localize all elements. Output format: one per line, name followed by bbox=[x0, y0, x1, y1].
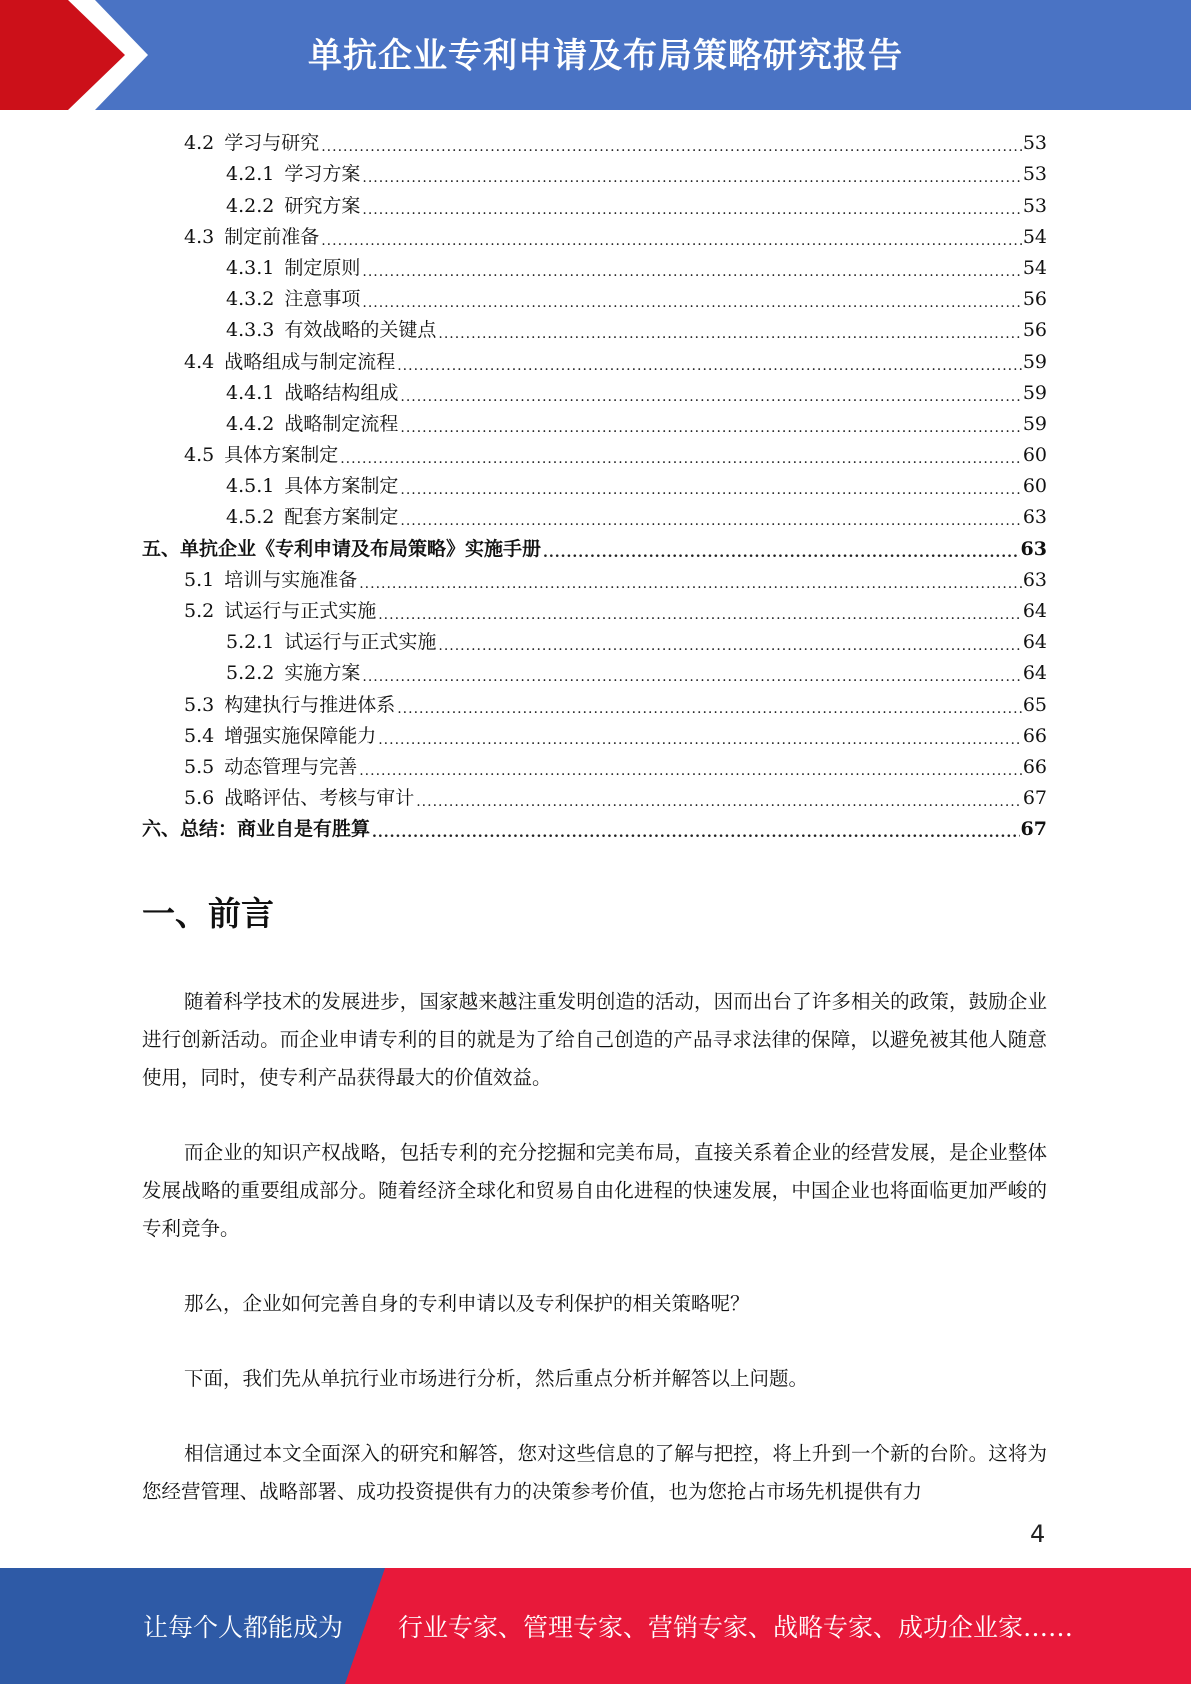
toc-entry-text: 制定原则 bbox=[284, 256, 361, 279]
toc-entry-page: 64 bbox=[1022, 662, 1047, 685]
toc-entry-label bbox=[142, 814, 372, 845]
toc-entry-text: 实施方案 bbox=[284, 662, 361, 685]
section-heading: 一、前言 bbox=[142, 894, 274, 933]
toc-entry-text: 五、单抗企业《专利申请及布局策略》实施手册 bbox=[142, 537, 542, 560]
toc-entry-page: 59 bbox=[1022, 350, 1047, 373]
toc-leader-dots bbox=[340, 447, 1022, 471]
footer-slogan-right: 行业专家、管理专家、营销专家、战略专家、成功企业家…… bbox=[398, 1613, 1074, 1642]
toc-entry-number: 5.2.2 bbox=[226, 662, 275, 685]
toc-leader-dots bbox=[400, 478, 1021, 502]
toc-entry[interactable] bbox=[142, 752, 1047, 783]
toc-entry-text: 构建执行与推进体系 bbox=[224, 693, 396, 716]
toc-leader-dots bbox=[397, 354, 1022, 378]
toc-entry[interactable] bbox=[142, 814, 1047, 845]
toc-entry-text: 战略制定流程 bbox=[284, 412, 399, 435]
toc-entry-number: 4.2.1 bbox=[226, 163, 275, 186]
toc-entry[interactable] bbox=[142, 596, 1047, 627]
toc-entry-page: 56 bbox=[1022, 319, 1047, 342]
toc-entry[interactable] bbox=[142, 689, 1047, 720]
toc-leader-dots bbox=[362, 291, 1021, 315]
toc-entry-label bbox=[184, 128, 321, 159]
toc-entry-page: 64 bbox=[1022, 600, 1047, 622]
toc-leader-dots bbox=[359, 759, 1022, 783]
toc-entry-number: 5.5 bbox=[184, 755, 215, 778]
toc-entry[interactable] bbox=[142, 315, 1047, 346]
toc-entry-page: 60 bbox=[1022, 475, 1047, 498]
report-title: 单抗企业专利申请及布局策略研究报告 bbox=[308, 36, 903, 76]
toc-entry-label bbox=[184, 690, 397, 721]
toc-entry-page: 53 bbox=[1022, 163, 1047, 186]
page-footer bbox=[0, 1568, 1191, 1684]
toc-entry-number: 4.5 bbox=[184, 444, 215, 467]
toc-leader-dots bbox=[362, 198, 1021, 222]
toc-entry-page: 56 bbox=[1022, 288, 1047, 311]
toc-leader-dots bbox=[321, 135, 1022, 159]
toc-leader-dots bbox=[438, 634, 1021, 658]
toc-leader-dots bbox=[438, 322, 1021, 346]
toc-entry-number: 4.3.2 bbox=[226, 288, 275, 311]
paragraph: 而企业的知识产权战略，包括专利的充分挖掘和完美布局，直接关系着企业的经营发展，是企业整体发展战略的重要组成部分。随着经济全球化和贸易自由化进程的快速发展，中国企业也将面临更加严峻的专利竞争。 bbox=[142, 1141, 1047, 1240]
toc-leader-dots bbox=[416, 790, 1022, 814]
toc-entry-text: 战略结构组成 bbox=[284, 381, 399, 404]
toc-entry[interactable] bbox=[142, 658, 1047, 689]
toc-entry-number: 4.2.2 bbox=[226, 194, 275, 217]
toc-entry-page: 63 bbox=[1022, 506, 1047, 529]
toc-entry-text: 试运行与正式实施 bbox=[284, 631, 437, 654]
toc-entry-label bbox=[184, 222, 321, 253]
body-text bbox=[142, 983, 1047, 1548]
toc-entry-number: 4.5.1 bbox=[226, 475, 275, 498]
toc-leader-dots bbox=[359, 572, 1022, 596]
toc-leader-dots bbox=[362, 260, 1021, 284]
toc-entry-label bbox=[184, 783, 416, 814]
toc-entry-text: 具体方案制定 bbox=[224, 444, 339, 467]
toc-entry[interactable] bbox=[142, 440, 1047, 471]
toc-entry[interactable] bbox=[142, 533, 1047, 564]
page-number: 4 bbox=[1030, 1520, 1046, 1548]
toc-entry-page: 60 bbox=[1022, 444, 1047, 467]
toc-entry[interactable] bbox=[142, 471, 1047, 502]
toc-entry-text: 学习方案 bbox=[284, 163, 361, 186]
toc-entry-label bbox=[184, 440, 340, 471]
toc-entry-number: 4.5.2 bbox=[226, 506, 275, 529]
toc-entry-page: 66 bbox=[1022, 755, 1047, 778]
paragraph: 那么，企业如何完善自身的专利申请以及专利保护的相关策略呢？ bbox=[184, 1292, 750, 1315]
toc-leader-dots bbox=[378, 728, 1022, 752]
toc-entry-page: 67 bbox=[1020, 818, 1047, 841]
toc-entry-page: 54 bbox=[1022, 225, 1047, 248]
toc-entry[interactable] bbox=[142, 222, 1047, 253]
toc-entry-page: 67 bbox=[1022, 787, 1047, 810]
toc-entry-label bbox=[226, 253, 362, 284]
toc-entry-number: 4.3.3 bbox=[226, 319, 275, 342]
paragraph: 随着科学技术的发展进步，国家越来越注重发明创造的活动，因而出台了许多相关的政策，鼓励企业进行创新活动。而企业申请专利的目的就是为了给自己创造的产品寻求法律的保障，以避免被其他人随意使用，同时，使专利产品获得最大的价值效益。 bbox=[142, 990, 1047, 1089]
toc-entry-text: 有效战略的关键点 bbox=[284, 319, 437, 342]
toc-entry-label bbox=[142, 534, 543, 565]
toc-leader-dots bbox=[321, 229, 1022, 253]
toc-entry-text: 培训与实施准备 bbox=[224, 568, 358, 591]
toc-entry-page: 63 bbox=[1020, 537, 1047, 560]
toc-entry-page: 63 bbox=[1022, 568, 1047, 591]
toc-entry-number: 4.2 bbox=[184, 132, 215, 155]
toc-entry[interactable] bbox=[142, 721, 1047, 752]
footer-slogan-left: 让每个人都能成为 bbox=[143, 1613, 344, 1642]
toc-entry-page: 53 bbox=[1022, 132, 1047, 155]
toc-entry-page: 59 bbox=[1022, 381, 1047, 404]
toc-entry[interactable] bbox=[142, 159, 1047, 190]
toc-entry-label bbox=[226, 409, 400, 440]
toc-entry-text: 战略评估、考核与审计 bbox=[224, 787, 415, 810]
toc-entry-label bbox=[226, 284, 362, 315]
toc-entry[interactable] bbox=[142, 502, 1047, 533]
toc-entry-text: 注意事项 bbox=[284, 288, 361, 311]
toc-entry-text: 战略组成与制定流程 bbox=[224, 350, 396, 373]
toc-entry-page: 64 bbox=[1022, 631, 1047, 654]
toc-entry-number: 4.4.1 bbox=[226, 381, 275, 404]
toc-entry-label bbox=[226, 191, 362, 222]
toc-leader-dots bbox=[400, 509, 1021, 533]
toc-entry-page: 66 bbox=[1022, 724, 1047, 747]
toc-entry-text: 配套方案制定 bbox=[284, 506, 399, 529]
toc-entry[interactable] bbox=[142, 253, 1047, 284]
toc-entry-page: 53 bbox=[1022, 194, 1047, 217]
toc-leader-dots bbox=[400, 385, 1021, 409]
toc-entry-label bbox=[226, 627, 438, 658]
toc-entry-label bbox=[226, 658, 362, 689]
toc-entry-page: 54 bbox=[1022, 256, 1047, 279]
page-header bbox=[0, 0, 1191, 110]
toc-entry[interactable] bbox=[142, 346, 1047, 377]
toc-leader-dots bbox=[543, 541, 1020, 565]
toc-entry-number: 5.3 bbox=[184, 693, 215, 716]
toc-leader-dots bbox=[378, 603, 1022, 627]
toc-entry-label bbox=[184, 596, 378, 627]
toc-entry[interactable] bbox=[142, 378, 1047, 409]
toc-entry-label bbox=[184, 347, 397, 378]
toc-entry-number: 5.2.1 bbox=[226, 631, 275, 654]
toc-entry[interactable] bbox=[142, 284, 1047, 315]
toc-entry-number: 4.3 bbox=[184, 225, 215, 248]
toc-entry-number: 4.3.1 bbox=[226, 256, 275, 279]
toc-entry[interactable] bbox=[142, 409, 1047, 440]
toc-leader-dots bbox=[397, 697, 1022, 721]
toc-entry-number: 5.1 bbox=[184, 568, 215, 591]
table-of-contents bbox=[142, 128, 1047, 845]
toc-entry-number: 5.6 bbox=[184, 787, 215, 810]
toc-entry-label bbox=[184, 752, 359, 783]
toc-entry-number: 5.2 bbox=[184, 600, 215, 622]
toc-entry-page: 65 bbox=[1022, 693, 1047, 716]
toc-entry-label bbox=[226, 471, 400, 502]
toc-entry-label bbox=[226, 378, 400, 409]
toc-entry-page: 59 bbox=[1022, 412, 1047, 435]
toc-entry[interactable] bbox=[142, 128, 1047, 159]
toc-leader-dots bbox=[372, 821, 1020, 845]
toc-entry-text: 具体方案制定 bbox=[284, 475, 399, 498]
paragraph: 下面，我们先从单抗行业市场进行分析，然后重点分析并解答以上问题。 bbox=[184, 1367, 809, 1390]
toc-entry-text: 学习与研究 bbox=[224, 132, 320, 155]
toc-entry-text: 六、总结：商业自是有胜算 bbox=[142, 818, 371, 841]
toc-entry-label bbox=[226, 502, 400, 533]
toc-entry[interactable] bbox=[142, 627, 1047, 658]
toc-entry-text: 研究方案 bbox=[284, 194, 361, 217]
toc-leader-dots bbox=[400, 416, 1021, 440]
toc-leader-dots bbox=[362, 665, 1021, 689]
toc-entry[interactable] bbox=[142, 190, 1047, 221]
toc-entry-number: 4.4.2 bbox=[226, 412, 275, 435]
toc-entry-text: 动态管理与完善 bbox=[224, 755, 358, 778]
toc-entry-text: 制定前准备 bbox=[224, 225, 320, 248]
toc-entry-number: 4.4 bbox=[184, 350, 215, 373]
toc-entry-number: 5.4 bbox=[184, 724, 215, 747]
toc-entry[interactable] bbox=[142, 783, 1047, 814]
toc-entry-text: 试运行与正式实施 bbox=[224, 600, 377, 622]
toc-entry-text: 增强实施保障能力 bbox=[224, 724, 377, 747]
paragraph: 相信通过本文全面深入的研究和解答，您对这些信息的了解与把控，将上升到一个新的台阶。这将为您经营管理、战略部署、成功投资提供有力的决策参考价值，也为您抢占市场先机提供有力 bbox=[142, 1442, 1047, 1503]
toc-entry[interactable] bbox=[142, 565, 1047, 596]
toc-entry-label bbox=[184, 721, 378, 752]
toc-leader-dots bbox=[362, 166, 1021, 190]
toc-entry-label bbox=[226, 159, 362, 190]
toc-entry-label bbox=[226, 315, 438, 346]
toc-entry-label bbox=[184, 565, 359, 596]
